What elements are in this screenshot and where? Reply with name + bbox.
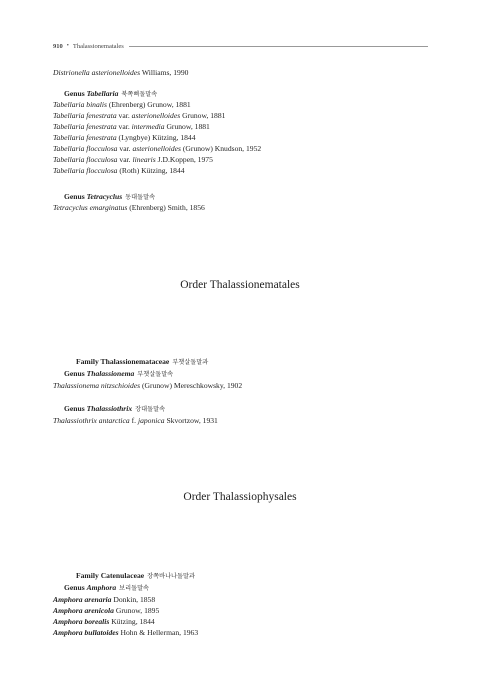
taxon-author: Grunow, 1881 bbox=[166, 122, 210, 131]
taxon-name: Distrionella asterionelloides bbox=[53, 68, 141, 77]
taxon-epithet: japonica bbox=[137, 416, 165, 425]
taxon-entry bbox=[53, 606, 159, 616]
family-heading bbox=[76, 571, 195, 582]
taxon-author: (Ehrenberg) Smith, 1856 bbox=[129, 203, 205, 212]
genus-name: Thalassionema bbox=[86, 369, 135, 378]
taxon-entry bbox=[53, 133, 196, 143]
taxon-entry bbox=[53, 416, 218, 426]
korean-name: 부챗살돌말과 bbox=[172, 359, 209, 366]
taxon-name: Tetracyclus emarginatus bbox=[53, 203, 128, 212]
taxon-name: Amphora borealis bbox=[53, 617, 110, 626]
taxon-name: Thalassionema nitzschioides bbox=[53, 381, 141, 390]
genus-heading bbox=[64, 192, 155, 203]
taxon-author: Kützing, 1844 bbox=[111, 617, 155, 626]
taxon-entry bbox=[53, 144, 261, 154]
taxon-author: Grunow, 1895 bbox=[115, 606, 160, 615]
taxon-author: Hohn & Hellerman, 1963 bbox=[120, 628, 199, 637]
rank-label: Genus bbox=[64, 369, 85, 378]
taxon-entry bbox=[53, 628, 198, 638]
taxon-author: (Grunow) Knudson, 1952 bbox=[182, 144, 262, 153]
taxon-name: Tabellaria flocculosa bbox=[53, 144, 118, 153]
taxon-epithet: intermedia bbox=[131, 122, 165, 131]
taxon-entry bbox=[53, 122, 210, 132]
family-heading bbox=[76, 357, 208, 368]
taxon-epithet: linearis bbox=[132, 155, 156, 164]
taxon-author: (Lyngbye) Kützing, 1844 bbox=[118, 133, 196, 142]
rank-label: Genus bbox=[64, 404, 85, 413]
taxon-name: Tabellaria flocculosa bbox=[53, 166, 118, 175]
taxon-entry bbox=[53, 68, 188, 78]
genus-name: Tabellaria bbox=[86, 89, 119, 98]
taxon-author: Donkin, 1858 bbox=[113, 595, 156, 604]
header-bullet: • bbox=[66, 43, 69, 49]
rank-label: Genus bbox=[64, 583, 85, 592]
taxon-author: (Grunow) Mereschkowsky, 1902 bbox=[142, 381, 243, 390]
genus-name: Amphora bbox=[86, 583, 117, 592]
taxon-rank: f. bbox=[131, 416, 137, 425]
taxon-name: Amphora arenaria bbox=[53, 595, 112, 604]
taxon-rank: var. bbox=[119, 144, 131, 153]
rank-label: Family bbox=[76, 357, 99, 366]
taxon-name: Tabellaria fenestrata bbox=[53, 111, 117, 120]
taxon-author: Skvortzow, 1931 bbox=[166, 416, 218, 425]
taxon-name: Tabellaria fenestrata bbox=[53, 122, 117, 131]
family-name: Thalassionemataceae bbox=[100, 357, 170, 366]
running-title: Thalassionematales bbox=[72, 42, 124, 50]
taxon-rank: var. bbox=[118, 122, 130, 131]
order-heading: Order Thalassionematales bbox=[180, 279, 300, 291]
rank-label: Genus bbox=[64, 192, 85, 201]
korean-name: 보리돌말속 bbox=[119, 585, 150, 592]
rank-label: Family bbox=[76, 571, 99, 580]
genus-name: Tetracyclus bbox=[86, 192, 123, 201]
taxon-name: Tabellaria binalis bbox=[53, 100, 107, 109]
taxon-author: J.D.Koppen, 1975 bbox=[157, 155, 213, 164]
family-name: Catenulaceae bbox=[100, 571, 145, 580]
rank-label: Genus bbox=[64, 89, 85, 98]
taxon-name: Amphora arenicola bbox=[53, 606, 114, 615]
korean-name: 장쪽바나나돌말과 bbox=[147, 573, 195, 580]
genus-name: Thalassiothrix bbox=[86, 404, 133, 413]
korean-name: 장대돌말속 bbox=[135, 406, 166, 413]
order-heading: Order Thalassiophysales bbox=[183, 491, 297, 503]
running-header bbox=[53, 40, 428, 52]
taxon-entry bbox=[53, 111, 225, 121]
header-rule bbox=[129, 46, 428, 47]
taxon-rank: var. bbox=[118, 111, 130, 120]
taxon-name: Tabellaria fenestrata bbox=[53, 133, 117, 142]
korean-name: 동대돌말속 bbox=[125, 194, 156, 201]
taxon-name: Thalassiothrix antarctica bbox=[53, 416, 130, 425]
taxon-entry bbox=[53, 155, 213, 165]
taxon-entry bbox=[53, 203, 205, 213]
genus-heading bbox=[64, 89, 157, 100]
taxon-name: Tabellaria flocculosa bbox=[53, 155, 118, 164]
taxon-epithet: asterionelloides bbox=[131, 111, 181, 120]
taxon-entry bbox=[53, 595, 155, 605]
taxon-entry bbox=[53, 166, 185, 176]
taxon-entry bbox=[53, 381, 242, 391]
korean-name: 북쪽삐돌말속 bbox=[121, 91, 158, 98]
taxon-author: (Ehrenberg) Grunow, 1881 bbox=[108, 100, 191, 109]
page-number: 910 bbox=[53, 42, 63, 50]
taxon-author: Williams, 1990 bbox=[141, 68, 189, 77]
taxon-rank: var. bbox=[119, 155, 131, 164]
genus-heading bbox=[64, 369, 173, 380]
genus-heading bbox=[64, 404, 165, 415]
taxon-epithet: asterionelloides bbox=[132, 144, 181, 153]
taxon-author: Grunow, 1881 bbox=[182, 111, 226, 120]
korean-name: 부챗살돌말속 bbox=[137, 371, 174, 378]
genus-heading bbox=[64, 583, 149, 594]
taxon-entry bbox=[53, 617, 155, 627]
taxon-author: (Roth) Kützing, 1844 bbox=[119, 166, 185, 175]
taxon-name: Amphora bullatoides bbox=[53, 628, 119, 637]
taxon-entry bbox=[53, 100, 191, 110]
